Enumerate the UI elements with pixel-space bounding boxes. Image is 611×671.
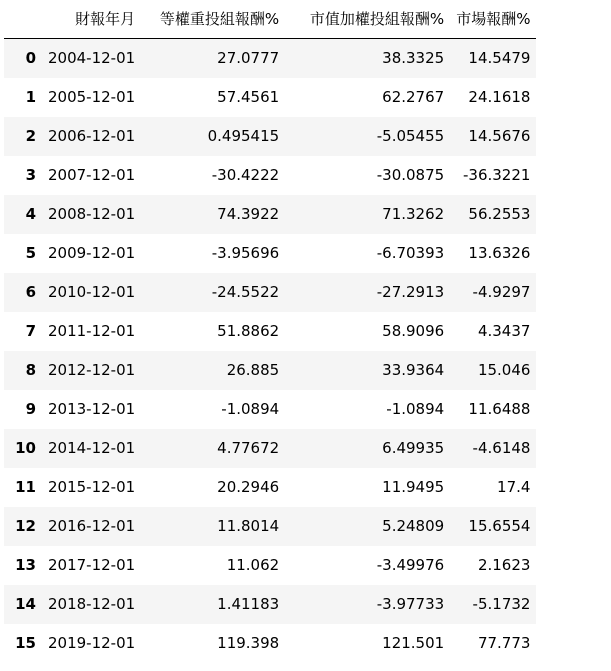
table-row [4,39,536,79]
row-index: 0 [25,49,36,67]
cell-cap-weight-return: -27.2913 [376,283,445,301]
table-row [4,78,536,117]
table-body [4,39,536,664]
cell-report-date: 2014-12-01 [48,439,136,457]
cell-report-date: 2019-12-01 [48,634,136,652]
table-row [4,312,536,351]
cell-cap-weight-return: 5.24809 [382,517,445,535]
row-index: 1 [25,88,36,106]
cell-cap-weight-return: 71.3262 [382,205,445,223]
cell-equal-weight-return: 26.885 [226,361,280,379]
cell-market-return: 24.1618 [468,88,531,106]
cell-cap-weight-return: 62.2767 [382,88,445,106]
column-header-report-date: 財報年月 [42,0,141,39]
cell-market-return: 14.5479 [468,49,531,67]
cell-cap-weight-return: -3.97733 [376,595,445,613]
cell-market-return: -4.6148 [472,439,531,457]
row-index: 7 [25,322,36,340]
row-index: 8 [25,361,36,379]
cell-report-date: 2008-12-01 [48,205,136,223]
cell-market-return: 2.1623 [477,556,531,574]
cell-report-date: 2018-12-01 [48,595,136,613]
cell-report-date: 2012-12-01 [48,361,136,379]
cell-market-return: 4.3437 [477,322,531,340]
cell-market-return: 56.2553 [468,205,531,223]
cell-report-date: 2010-12-01 [48,283,136,301]
cell-equal-weight-return: 57.4561 [217,88,280,106]
cell-cap-weight-return: 121.501 [382,634,445,652]
index-header [4,0,42,39]
cell-cap-weight-return: -3.49976 [376,556,445,574]
cell-market-return: 17.4 [497,478,531,496]
row-index: 4 [25,205,36,223]
table-row [4,234,536,273]
cell-market-return: -36.3221 [463,166,531,184]
cell-report-date: 2004-12-01 [48,49,136,67]
cell-cap-weight-return: 58.9096 [382,322,445,340]
cell-equal-weight-return: 51.8862 [217,322,280,340]
cell-report-date: 2017-12-01 [48,556,136,574]
cell-market-return: 14.5676 [468,127,531,145]
cell-equal-weight-return: -3.95696 [211,244,280,262]
row-index: 12 [15,517,36,535]
cell-cap-weight-return: 6.49935 [382,439,445,457]
row-index: 10 [15,439,36,457]
cell-cap-weight-return: -5.05455 [376,127,445,145]
cell-report-date: 2009-12-01 [48,244,136,262]
cell-report-date: 2015-12-01 [48,478,136,496]
cell-market-return: -4.9297 [472,283,531,301]
cell-market-return: 77.773 [477,634,531,652]
table-row [4,273,536,312]
table-row [4,195,536,234]
cell-cap-weight-return: 11.9495 [382,478,445,496]
cell-cap-weight-return: 33.9364 [382,361,445,379]
cell-cap-weight-return: -1.0894 [386,400,445,418]
cell-market-return: -5.1732 [472,595,531,613]
cell-market-return: 13.6326 [468,244,531,262]
cell-equal-weight-return: 0.495415 [207,127,280,145]
table-row [4,429,536,468]
cell-equal-weight-return: -24.5522 [211,283,280,301]
cell-report-date: 2011-12-01 [48,322,136,340]
column-header-equal-weight-return: 等權重投組報酬% [141,0,285,39]
cell-report-date: 2005-12-01 [48,88,136,106]
cell-market-return: 15.6554 [468,517,531,535]
cell-equal-weight-return: 11.8014 [217,517,280,535]
cell-equal-weight-return: 20.2946 [217,478,280,496]
table-row [4,624,536,663]
table-header [4,0,536,39]
dataframe-table [4,0,536,663]
table-row [4,585,536,624]
table-row [4,156,536,195]
header-row [4,0,536,39]
column-header-cap-weight-return: 市值加權投組報酬% [285,0,450,39]
cell-report-date: 2006-12-01 [48,127,136,145]
table-row [4,117,536,156]
cell-report-date: 2007-12-01 [48,166,136,184]
row-index: 2 [25,127,36,145]
row-index: 3 [25,166,36,184]
row-index: 11 [15,478,36,496]
table-row [4,546,536,585]
row-index: 5 [25,244,36,262]
table-row [4,468,536,507]
cell-market-return: 15.046 [477,361,531,379]
table-row [4,390,536,429]
cell-equal-weight-return: 4.77672 [217,439,280,457]
column-header-market-return: 市場報酬% [450,0,536,39]
cell-cap-weight-return: -30.0875 [376,166,445,184]
cell-equal-weight-return: 11.062 [226,556,280,574]
cell-cap-weight-return: 38.3325 [382,49,445,67]
cell-market-return: 11.6488 [468,400,531,418]
cell-cap-weight-return: -6.70393 [376,244,445,262]
table-row [4,507,536,546]
cell-equal-weight-return: 119.398 [217,634,280,652]
row-index: 15 [15,634,36,652]
table-row [4,351,536,390]
cell-equal-weight-return: 74.3922 [217,205,280,223]
cell-equal-weight-return: -30.4222 [211,166,280,184]
cell-report-date: 2013-12-01 [48,400,136,418]
row-index: 14 [15,595,36,613]
cell-equal-weight-return: 1.41183 [217,595,280,613]
cell-equal-weight-return: -1.0894 [221,400,280,418]
cell-report-date: 2016-12-01 [48,517,136,535]
row-index: 9 [25,400,36,418]
row-index: 13 [15,556,36,574]
cell-equal-weight-return: 27.0777 [217,49,280,67]
row-index: 6 [25,283,36,301]
